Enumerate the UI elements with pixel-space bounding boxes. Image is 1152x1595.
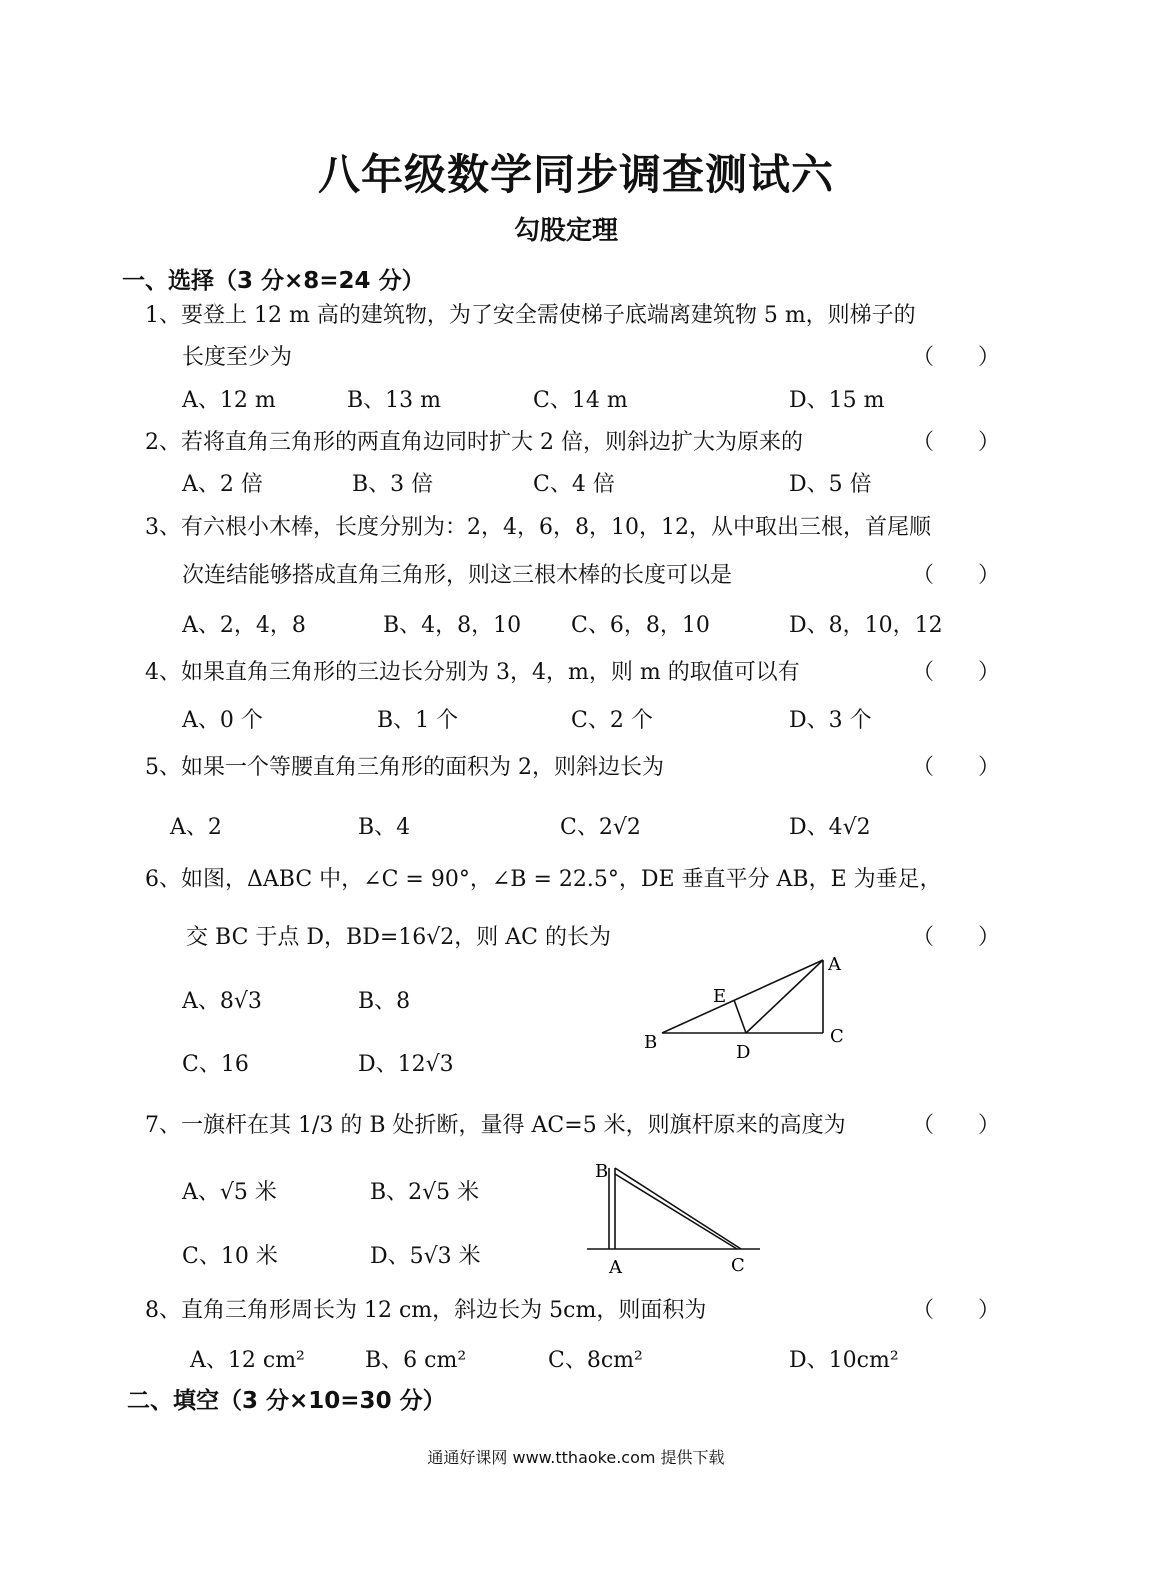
question-1-line2: 长度至少为 [182, 345, 293, 370]
q6-option-b: B、8 [358, 989, 411, 1014]
page-subtitle: 勾股定理 [513, 216, 618, 246]
q3-option-d: D、8，10，12 [789, 613, 943, 638]
q4-option-d: D、3 个 [789, 708, 872, 733]
q6-option-a: A、8√3 [182, 989, 262, 1014]
section-heading-fill: 二、填空（3 分×10=30 分） [127, 1388, 446, 1414]
q1-option-b: B、13 m [347, 388, 442, 413]
broken-part-top [615, 1168, 741, 1249]
question-3-line2: 次连结能够搭成直角三角形，则这三根木棒的长度可以是 [182, 563, 733, 588]
q5-option-a: A、2 [170, 815, 222, 840]
figure-label-c: C [830, 1026, 844, 1047]
q6-option-d: D、12√3 [358, 1052, 454, 1077]
figure-label-c: C [731, 1255, 745, 1276]
answer-paren-8: （ ） [912, 1298, 1001, 1323]
q8-option-a: A、12 cm² [190, 1348, 305, 1373]
flagpole-figure [585, 1155, 770, 1280]
q5-option-c: C、2√2 [560, 815, 641, 840]
q7-option-b: B、2√5 米 [370, 1180, 480, 1205]
question-7-line1: 7、一旗杆在其 1/3 的 B 处折断，量得 AC=5 米，则旗杆原来的高度为 [145, 1113, 846, 1138]
answer-paren-3: （ ） [912, 563, 1001, 588]
q2-option-a: A、2 倍 [182, 472, 263, 497]
q8-option-d: D、10cm² [789, 1348, 899, 1373]
q3-option-a: A、2，4，8 [182, 613, 306, 638]
answer-paren-5: （ ） [912, 755, 1001, 780]
q2-option-c: C、4 倍 [533, 472, 615, 497]
answer-paren-6: （ ） [912, 925, 1001, 950]
triangle-abc-figure [640, 950, 860, 1065]
q3-option-c: C、6，8，10 [571, 613, 710, 638]
figure-label-a: A [609, 1257, 622, 1278]
question-8-line1: 8、直角三角形周长为 12 cm，斜边长为 5cm，则面积为 [145, 1298, 707, 1323]
question-6-line2: 交 BC 于点 D，BD=16√2，则 AC 的长为 [186, 925, 611, 950]
question-6-line1: 6、如图，ΔABC 中，∠C = 90°，∠B = 22.5°，DE 垂直平分 AB，E 为垂足， [145, 867, 942, 892]
question-4-line1: 4、如果直角三角形的三边长分别为 3，4，m，则 m 的取值可以有 [145, 660, 800, 685]
figure-label-e: E [713, 986, 727, 1007]
q7-option-a: A、√5 米 [182, 1180, 277, 1205]
q8-option-c: C、8cm² [548, 1348, 643, 1373]
question-2-line1: 2、若将直角三角形的两直角边同时扩大 2 倍，则斜边扩大为原来的 [145, 430, 803, 455]
figure-label-d: D [736, 1042, 751, 1063]
figure-label-b: B [644, 1032, 658, 1053]
q7-option-c: C、10 米 [182, 1244, 278, 1269]
segment-ed [734, 1000, 746, 1033]
q4-option-a: A、0 个 [182, 708, 263, 733]
q2-option-b: B、3 倍 [352, 472, 434, 497]
q1-option-c: C、14 m [533, 388, 628, 413]
section-heading-choice: 一、选择（3 分×8=24 分） [122, 268, 425, 294]
q1-option-d: D、15 m [789, 388, 885, 413]
q8-option-b: B、6 cm² [365, 1348, 467, 1373]
q4-option-c: C、2 个 [571, 708, 653, 733]
q3-option-b: B、4，8，10 [383, 613, 522, 638]
segment-ad [746, 960, 823, 1033]
q4-option-b: B、1 个 [377, 708, 459, 733]
figure-label-b: B [595, 1161, 609, 1182]
answer-paren-2: （ ） [912, 430, 1001, 455]
broken-part-bottom [615, 1174, 737, 1249]
q2-option-d: D、5 倍 [789, 472, 872, 497]
figure-label-a: A [828, 954, 841, 975]
question-1-line1: 1、要登上 12 m 高的建筑物，为了安全需使梯子底端离建筑物 5 m，则梯子的 [145, 303, 916, 328]
q5-option-b: B、4 [358, 815, 411, 840]
question-3-line1: 3、有六根小木棒，长度分别为：2，4，6，8，10，12，从中取出三根，首尾顺 [145, 515, 931, 540]
answer-paren-1: （ ） [912, 345, 1001, 370]
question-5-line1: 5、如果一个等腰直角三角形的面积为 2，则斜边长为 [145, 755, 664, 780]
answer-paren-4: （ ） [912, 660, 1001, 685]
q6-option-c: C、16 [182, 1052, 249, 1077]
page-footer: 通通好课网 www.tthaoke.com 提供下载 [427, 1448, 725, 1467]
page-title: 八年级数学同步调查测试六 [317, 150, 834, 199]
q7-option-d: D、5√3 米 [370, 1244, 481, 1269]
q1-option-a: A、12 m [182, 388, 276, 413]
answer-paren-7: （ ） [912, 1113, 1001, 1138]
q5-option-d: D、4√2 [789, 815, 871, 840]
